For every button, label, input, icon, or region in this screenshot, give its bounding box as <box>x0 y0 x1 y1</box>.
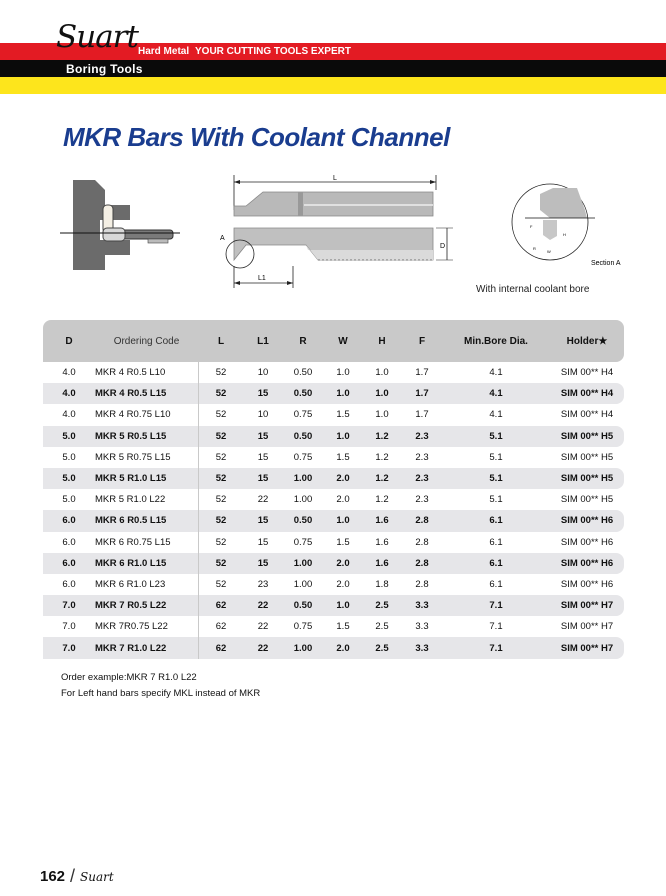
cell-l1: 23 <box>257 578 269 590</box>
cell-l1: 22 <box>257 642 269 654</box>
cell-bore: 7.1 <box>489 642 503 654</box>
cell-f: 2.3 <box>415 451 429 463</box>
cell-l: 52 <box>215 430 227 442</box>
cell-holder: SIM 00** H4 <box>560 388 614 400</box>
cell-d: 6.0 <box>62 578 76 590</box>
cell-holder: SIM 00** H7 <box>560 600 614 612</box>
cell-l: 52 <box>215 494 227 506</box>
cell-f: 2.8 <box>415 557 429 569</box>
table-row <box>43 404 624 425</box>
cell-l: 62 <box>215 642 227 654</box>
cell-l1: 15 <box>257 388 269 400</box>
cell-holder: SIM 00** H6 <box>560 536 614 548</box>
cell-f: 2.8 <box>415 578 429 590</box>
cell-r: 0.75 <box>293 536 313 548</box>
cell-f: 1.7 <box>415 409 429 421</box>
brand-logo: Suart <box>56 19 138 55</box>
cell-r: 1.00 <box>293 642 313 654</box>
table-row <box>43 510 624 531</box>
cell-r: 0.75 <box>293 621 313 633</box>
cell-d: 4.0 <box>62 409 76 421</box>
cell-bore: 4.1 <box>489 409 503 421</box>
tagline-expert: YOUR CUTTING TOOLS EXPERT <box>195 46 351 57</box>
cell-bore: 6.1 <box>489 515 503 527</box>
svg-text:W: W <box>547 249 551 254</box>
cell-w: 2.0 <box>336 578 350 590</box>
cell-h: 1.2 <box>375 451 389 463</box>
table-row <box>43 489 624 510</box>
col-header-r: R <box>299 335 307 347</box>
cell-h: 1.2 <box>375 473 389 485</box>
cell-l: 52 <box>215 388 227 400</box>
col-header-min-bore: Min.Bore Dia. <box>464 335 528 347</box>
table-row <box>43 574 624 595</box>
cell-d: 6.0 <box>62 557 76 569</box>
cell-holder: SIM 00** H6 <box>560 515 614 527</box>
table-row <box>43 426 624 447</box>
cell-w: 1.0 <box>336 430 350 442</box>
cell-f: 2.3 <box>415 430 429 442</box>
cell-w: 2.0 <box>336 642 350 654</box>
column-divider <box>198 362 199 659</box>
cell-l: 52 <box>215 367 227 379</box>
diagram-caption: With internal coolant bore <box>476 284 590 295</box>
cell-bore: 5.1 <box>489 430 503 442</box>
cell-f: 1.7 <box>415 388 429 400</box>
cell-bore: 4.1 <box>489 367 503 379</box>
cell-d: 6.0 <box>62 536 76 548</box>
table-row <box>43 468 624 489</box>
cell-bore: 5.1 <box>489 494 503 506</box>
bar-dimension-diagram <box>218 170 453 295</box>
cell-r: 0.75 <box>293 409 313 421</box>
table-row <box>43 362 624 383</box>
cell-l1: 15 <box>257 451 269 463</box>
table-row <box>43 616 624 637</box>
cell-bore: 4.1 <box>489 388 503 400</box>
cell-holder: SIM 00** H7 <box>560 621 614 633</box>
cell-bore: 7.1 <box>489 600 503 612</box>
svg-text:R: R <box>533 246 536 251</box>
table-row <box>43 383 624 404</box>
cell-code: MKR 5 R1.0 L15 <box>95 473 167 485</box>
cell-code: MKR 7 R0.5 L22 <box>95 600 167 612</box>
cell-r: 0.50 <box>293 367 313 379</box>
table-header <box>43 320 624 362</box>
cell-holder: SIM 00** H4 <box>560 367 614 379</box>
cell-w: 2.0 <box>336 494 350 506</box>
cell-h: 2.5 <box>375 621 389 633</box>
cell-f: 3.3 <box>415 642 429 654</box>
cell-f: 1.7 <box>415 367 429 379</box>
cell-bore: 5.1 <box>489 451 503 463</box>
cell-l1: 15 <box>257 557 269 569</box>
cell-f: 3.3 <box>415 621 429 633</box>
svg-text:H: H <box>563 232 566 237</box>
cell-h: 1.6 <box>375 557 389 569</box>
cell-l: 52 <box>215 515 227 527</box>
cell-d: 4.0 <box>62 367 76 379</box>
cell-d: 5.0 <box>62 494 76 506</box>
cell-r: 1.00 <box>293 494 313 506</box>
cell-r: 0.75 <box>293 451 313 463</box>
cell-holder: SIM 00** H5 <box>560 451 614 463</box>
cell-code: MKR 5 R0.75 L15 <box>95 451 171 463</box>
cell-code: MKR 5 R0.5 L15 <box>95 430 167 442</box>
cell-l1: 22 <box>257 494 269 506</box>
section-label: Boring Tools <box>66 62 143 76</box>
cell-code: MKR 5 R1.0 L22 <box>95 494 166 506</box>
cell-d: 5.0 <box>62 451 76 463</box>
cell-holder: SIM 00** H5 <box>560 473 614 485</box>
col-header-ordering-code: Ordering Code <box>113 335 180 347</box>
footer-logo: Suart <box>80 869 114 884</box>
cell-w: 1.0 <box>336 600 350 612</box>
table-row <box>43 532 624 553</box>
section-a-diagram <box>505 180 635 270</box>
col-header-d: D <box>65 335 73 347</box>
cell-l1: 10 <box>257 409 269 421</box>
cell-l: 52 <box>215 473 227 485</box>
cell-r: 0.50 <box>293 515 313 527</box>
cell-w: 1.0 <box>336 388 350 400</box>
table-row <box>43 553 624 574</box>
cell-w: 2.0 <box>336 557 350 569</box>
cell-code: MKR 4 R0.75 L10 <box>95 409 171 421</box>
cell-l: 52 <box>215 557 227 569</box>
cell-code: MKR 4 R0.5 L15 <box>95 388 167 400</box>
cell-d: 5.0 <box>62 473 76 485</box>
cell-r: 0.50 <box>293 430 313 442</box>
cell-h: 1.6 <box>375 515 389 527</box>
cell-d: 5.0 <box>62 430 76 442</box>
svg-text:L: L <box>333 175 337 182</box>
cell-l: 52 <box>215 536 227 548</box>
col-header-l1: L1 <box>257 335 269 347</box>
cell-l1: 22 <box>257 621 269 633</box>
cell-code: MKR 6 R1.0 L15 <box>95 557 167 569</box>
cell-f: 3.3 <box>415 600 429 612</box>
svg-text:D: D <box>440 243 446 250</box>
cell-r: 1.00 <box>293 557 313 569</box>
page-number: 162 <box>40 868 66 885</box>
cell-w: 1.0 <box>336 515 350 527</box>
cell-w: 1.5 <box>336 536 350 548</box>
footer-slash: / <box>70 866 76 886</box>
cell-w: 1.5 <box>336 621 350 633</box>
tagline-hard-metal: Hard Metal <box>138 46 190 57</box>
cell-bore: 6.1 <box>489 557 503 569</box>
table-row <box>43 637 624 658</box>
col-header-l: L <box>217 335 225 347</box>
cell-h: 1.2 <box>375 430 389 442</box>
page-title: MKR Bars With Coolant Channel <box>63 122 450 152</box>
cell-code: MKR 6 R1.0 L23 <box>95 578 166 590</box>
cell-l1: 15 <box>257 430 269 442</box>
cell-h: 2.5 <box>375 642 389 654</box>
cell-l: 52 <box>215 409 227 421</box>
cell-l1: 22 <box>257 600 269 612</box>
svg-text:A: A <box>220 235 225 242</box>
cell-holder: SIM 00** H4 <box>560 409 614 421</box>
col-header-f: F <box>418 335 426 347</box>
cell-l1: 15 <box>257 536 269 548</box>
cell-l: 62 <box>215 621 227 633</box>
cell-d: 4.0 <box>62 388 76 400</box>
cell-w: 1.5 <box>336 409 350 421</box>
cell-d: 7.0 <box>62 621 76 633</box>
table-row <box>43 447 624 468</box>
cell-f: 2.3 <box>415 473 429 485</box>
svg-text:Section A: Section A <box>591 260 621 267</box>
note-left-hand: For Left hand bars specify MKL instead of MKR <box>61 688 261 699</box>
svg-text:L1: L1 <box>258 275 266 282</box>
col-header-holder: Holder★ <box>566 335 608 347</box>
table-body <box>43 362 624 659</box>
cell-holder: SIM 00** H6 <box>560 557 614 569</box>
svg-text:F: F <box>530 224 533 229</box>
cell-f: 2.8 <box>415 515 429 527</box>
cell-h: 1.0 <box>375 367 389 379</box>
holder-diagram <box>60 175 180 275</box>
cell-h: 1.8 <box>375 578 389 590</box>
cell-bore: 6.1 <box>489 536 503 548</box>
cell-f: 2.3 <box>415 494 429 506</box>
cell-code: MKR 4 R0.5 L10 <box>95 367 166 379</box>
cell-f: 2.8 <box>415 536 429 548</box>
cell-h: 1.0 <box>375 388 389 400</box>
cell-holder: SIM 00** H6 <box>560 578 614 590</box>
cell-l1: 15 <box>257 473 269 485</box>
cell-d: 6.0 <box>62 515 76 527</box>
cell-w: 1.0 <box>336 367 350 379</box>
cell-holder: SIM 00** H7 <box>560 642 614 654</box>
cell-bore: 6.1 <box>489 578 503 590</box>
cell-h: 1.6 <box>375 536 389 548</box>
cell-l1: 15 <box>257 515 269 527</box>
cell-h: 1.0 <box>375 409 389 421</box>
footer <box>40 866 114 887</box>
cell-l: 52 <box>215 451 227 463</box>
cell-w: 1.5 <box>336 451 350 463</box>
cell-bore: 5.1 <box>489 473 503 485</box>
table-row <box>43 595 624 616</box>
cell-d: 7.0 <box>62 642 76 654</box>
cell-r: 1.00 <box>293 473 313 485</box>
note-order-example: Order example:MKR 7 R1.0 L22 <box>61 672 197 683</box>
cell-code: MKR 6 R0.5 L15 <box>95 515 167 527</box>
cell-r: 0.50 <box>293 388 313 400</box>
cell-bore: 7.1 <box>489 621 503 633</box>
cell-code: MKR 6 R0.75 L15 <box>95 536 171 548</box>
cell-holder: SIM 00** H5 <box>560 494 614 506</box>
cell-code: MKR 7 R1.0 L22 <box>95 642 167 654</box>
cell-l1: 10 <box>257 367 269 379</box>
cell-code: MKR 7R0.75 L22 <box>95 621 168 633</box>
cell-l: 62 <box>215 600 227 612</box>
cell-d: 7.0 <box>62 600 76 612</box>
cell-r: 0.50 <box>293 600 313 612</box>
specs-table <box>43 320 624 659</box>
cell-h: 1.2 <box>375 494 389 506</box>
cell-h: 2.5 <box>375 600 389 612</box>
cell-l: 52 <box>215 578 227 590</box>
cell-holder: SIM 00** H5 <box>560 430 614 442</box>
cell-r: 1.00 <box>293 578 313 590</box>
col-header-h: H <box>378 335 386 347</box>
header-yellow-band <box>0 77 666 94</box>
notes <box>61 670 260 702</box>
cell-w: 2.0 <box>336 473 350 485</box>
col-header-w: W <box>338 335 348 347</box>
